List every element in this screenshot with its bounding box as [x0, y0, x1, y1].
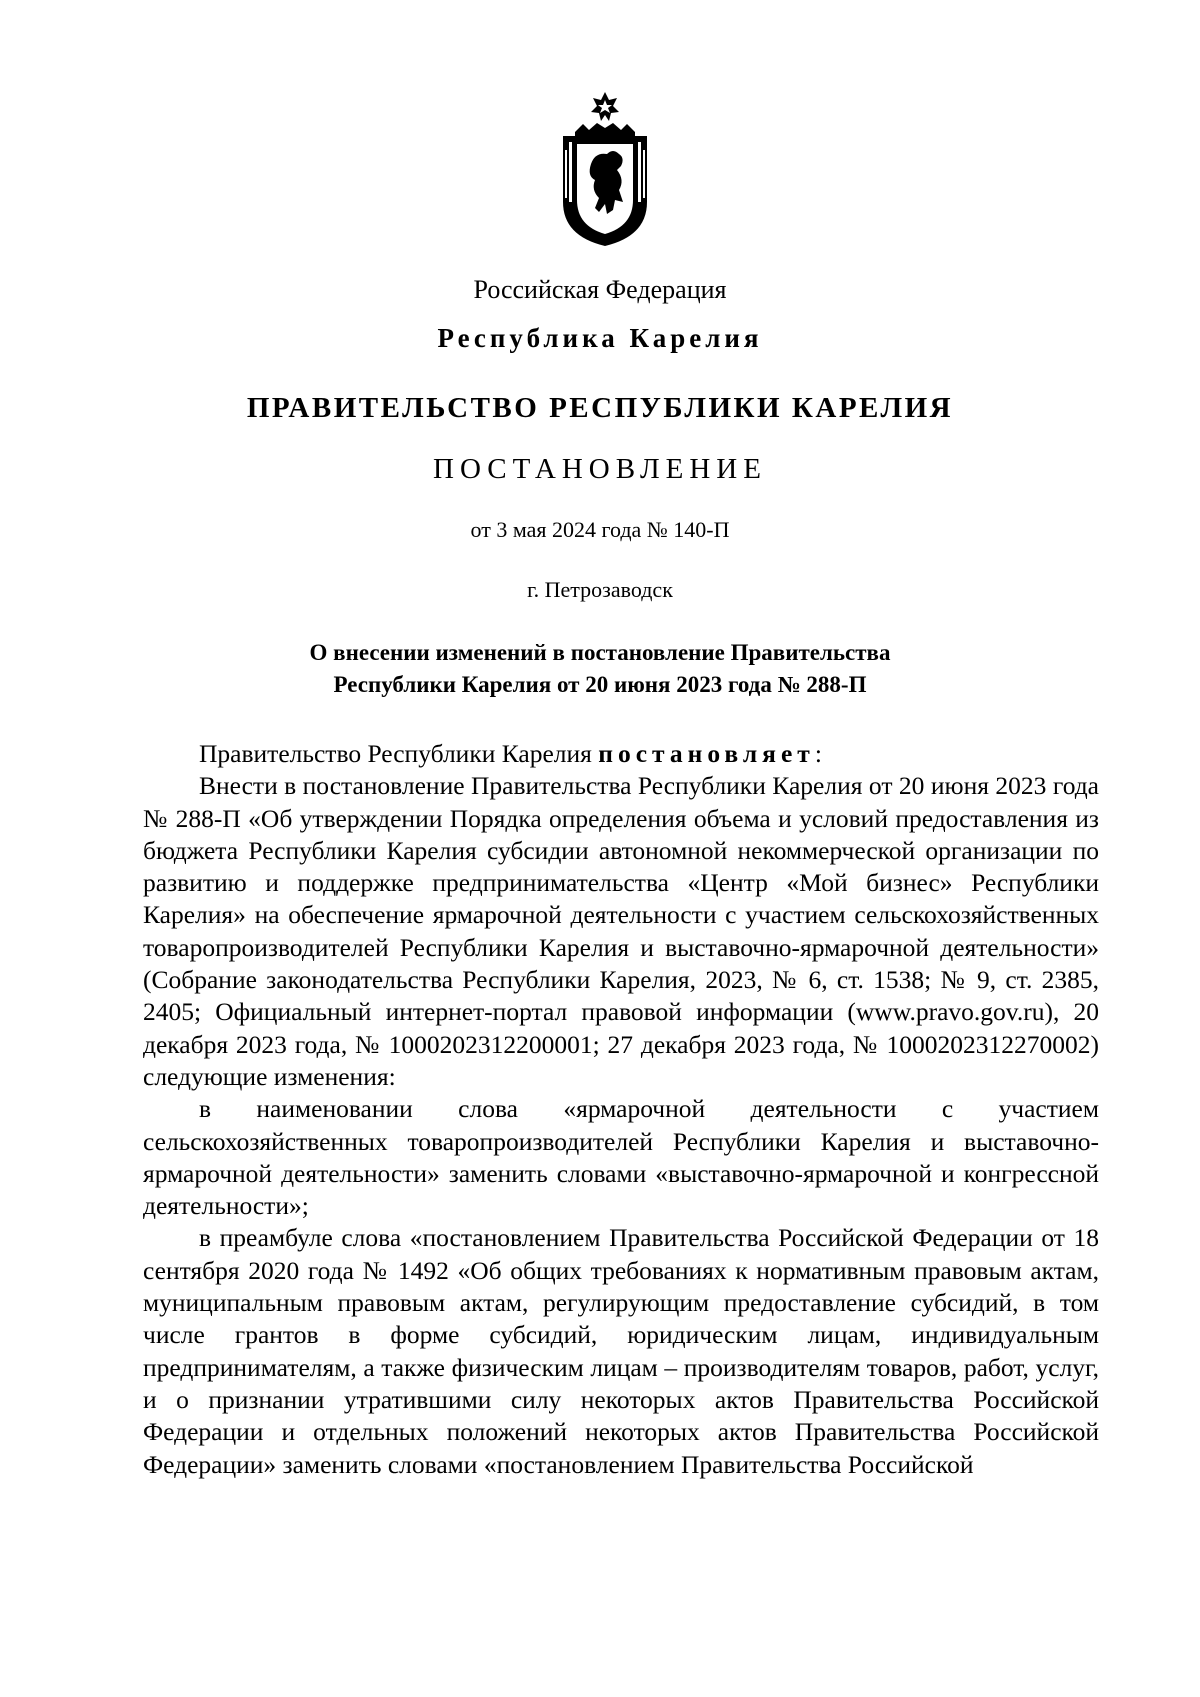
intro-paragraph — [143, 738, 1099, 770]
body-paragraph-3: в преамбуле слова «постановлением Правительства Российской Федерации от 18 сентября 2020 года № 1492 «Об общих требованиях к нормативным правовым актам, муниципальным правовым актам, регулирующим предоставление субсидий, в том числе грантов в форме субсидий, юридическим лицам, индивидуальным предпринимателям, а также физическим лицам – производителям товаров, работ, услуг, и о признании утратившими силу некоторых актов Правительства Российской Федерации и отдельных положений некоторых актов Правительства Российской Федерации» заменить словами «постановлением Правительства Российской — [143, 1223, 1099, 1479]
star-icon — [591, 92, 619, 121]
document-body — [143, 738, 1099, 1481]
document-type: ПОСТАНОВЛЕНИЕ — [433, 453, 767, 485]
republic-name: Республика Карелия — [437, 323, 763, 353]
country-name: Российская Федерация — [473, 275, 727, 304]
document-city: г. Петрозаводск — [527, 577, 673, 602]
intro-prefix: Правительство Республики Карелия — [199, 739, 599, 768]
government-name: ПРАВИТЕЛЬСТВО РЕСПУБЛИКИ КАРЕЛИЯ — [246, 392, 954, 424]
intro-suffix: : — [814, 739, 822, 768]
document-title-line-2: Республики Карелия от 20 июня 2023 года № 288-П — [333, 672, 867, 697]
document-date-number: от 3 мая 2024 года № 140-П — [470, 517, 730, 542]
body-paragraph-1: Внести в постановление Правительства Республики Карелия от 20 июня 2023 года № 288-П «Об утверждении Порядка определения объема и условий предоставления из бюджета Республики Карелия субсидии автономной некоммерческой организации по развитию и поддержке предпринимательства «Центр «Мой бизнес» Республики Карелия» на обеспечение ярмарочной деятельности с участием сельскохозяйственных товаропроизводителей Республики Карелия и выставочно-ярмарочной деятельности» (Собрание законодательства Республики Карелия, 2023, № 6, ст. 1538; № 9, ст. 2385, 2405; Официальный интернет-портал правовой информации (www.pravo.gov.ru), 20 декабря 2023 года, № 1000202312200001; 27 декабря 2023 года, № 1000202312270002) следующие изменения: — [143, 771, 1099, 1091]
coat-of-arms-emblem — [555, 90, 655, 248]
document-title-line-1: О внесении изменений в постановление Правительства — [309, 640, 891, 665]
decree-keyword: постановляет — [598, 739, 815, 768]
body-paragraph-2: в наименовании слова «ярмарочной деятельности с участием сельскохозяйственных товаропроизводителей Республики Карелия и выставочно-ярмарочной деятельности» заменить словами «выставочно-ярмарочной и конгрессной деятельности»; — [143, 1094, 1099, 1221]
